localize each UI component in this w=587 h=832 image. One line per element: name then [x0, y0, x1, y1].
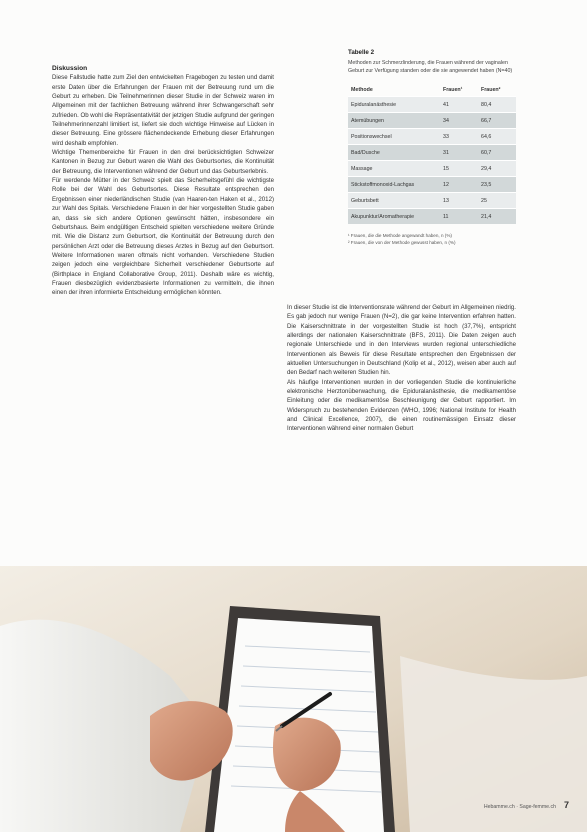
table-cell: 60,7 [478, 145, 516, 161]
table-cell: 34 [440, 113, 478, 129]
paragraph: Als häufige Interventionen wurden in der vorliegenden Studie die kontinuierliche elektronische Herztonüberwachung, die Epiduralanästhesie, die medikamentöse Einleitung oder die medikamentöse Beschleunigung der Geburt rapportiert. Im Widerspruch zu bestehenden Evidenzen (WHO, 1996; National Institute for Health and Clinical Excellence, 2007), die einen routinemässigen Einsatz dieser Interventionen während einer normalen Geburt [287, 378, 516, 433]
table-cell: Geburtsbett [348, 193, 440, 209]
table-cell: 66,7 [478, 113, 516, 129]
table-cell: 23,5 [478, 177, 516, 193]
table-label: Tabelle 2 [348, 49, 375, 56]
table-row [348, 161, 516, 177]
table-cell: 80,4 [478, 97, 516, 113]
table-row [348, 145, 516, 161]
table-cell: 11 [440, 209, 478, 225]
paragraph: Diese Fallstudie hatte zum Ziel den entwickelten Fragebogen zu testen und damit erste Daten über die Erfahrungen der Frauen mit der Betreuung rund um die Geburt zu erheben. Die Teilnehmerinnen dieser Studie in der Schweiz waren im Allgemeinen mit der fachlichen Betreuung während ihrer Schwangerschaft sehr zufrieden. Ob wohl die Repräsentativität der jetzigen Studie aufgrund der geringen Teilnehmerinnenzahl limitiert ist, liefert sie doch wichtige Hinweise auf Lücken in dieser Betreuung. Eine grössere flächendeckende Erhebung dieser Erfahrungen wird deshalb empfohlen. [52, 74, 274, 147]
column-header: Methode [351, 87, 373, 93]
table-cell: Massage [348, 161, 440, 177]
table-row [348, 193, 516, 209]
table-row [348, 209, 516, 225]
table-row [348, 97, 516, 113]
table-row [348, 177, 516, 193]
table-cell: 15 [440, 161, 478, 177]
table-cell: 12 [440, 177, 478, 193]
table-cell: Stickstoffmonoxid-Lachgas [348, 177, 440, 193]
table-note: ² Frauen, die von der Methode gewusst haben, n (%) [348, 240, 456, 245]
paragraph: Für werdende Mütter in der Schweiz spielt das Sicherheitsgefühl die wichtigste Rolle bei der Wahl des Geburtsortes. Diese Resultate entsprechen den Ergebnissen einer niederländischen Studie (van Haaren-ten Haken et al., 2012) zur Wahl des Spitals. Verschiedene Frauen in der hier vorgestellten Studie gaben an, dass sie sich andere Optionen gewünscht hätten, insbesondere ein Geburtshaus. Beim endgültigen Entscheid spielten verschiedene weitere Gründe mit. Wie die Distanz zum Geburtsort, die Kontinuität der Betreuung durch den persönlichen Arzt oder die Betreuung dieses Arztes in Bezug auf den Geburtsort. Weitere Informationen waren oftmals nicht vorhanden. Verschiedene Studien zeigen jedoch eine vergleichbare Sicherheit verschiedener Geburtsorte auf (Birthplace in England Collaborative Group, 2011). Deshalb wäre es wichtig, Frauen diesbezüglich evidenzbasierte Informationen zu vermitteln, die ihnen einen der ihren informierte Entscheidung ermöglichen könnten. [52, 177, 274, 297]
table-cell: Epiduralanästhesie [348, 97, 440, 113]
table-cell: 33 [440, 129, 478, 145]
page-footer [484, 800, 569, 810]
table-cell: 13 [440, 193, 478, 209]
table-block [348, 48, 516, 246]
table-row [348, 113, 516, 129]
table-header-row [348, 84, 516, 97]
table-cell: Positionswechsel [348, 129, 440, 145]
left-text-column [52, 64, 274, 298]
page-number: 7 [563, 800, 569, 810]
table-cell: 25 [478, 193, 516, 209]
section-heading: Diskussion [52, 65, 88, 72]
table-cell: Atemübungen [348, 113, 440, 129]
photo-illustration [0, 566, 587, 832]
publication-name: Hebamme.ch · Sage-femme.ch [483, 804, 556, 810]
photo-hands-writing-on-clipboard [0, 566, 587, 832]
table-cell: 21,4 [478, 209, 516, 225]
paragraph: Wichtige Themenbereiche für Frauen in den drei berücksichtigten Schweizer Kantonen in Bezug zur Geburt waren die Wahl des Geburtsortes, die Kontinuität der Betreuung, die Interventionen während der Geburt und das Geburtserlebnis. [52, 149, 274, 175]
table-cell: 29,4 [478, 161, 516, 177]
table-notes [348, 232, 516, 246]
paragraph: In dieser Studie ist die Interventionsrate während der Geburt im Allgemeinen niedrig. Es gab jedoch nur wenige Frauen (N=2), die gar keine Intervention erfahren hatten. Die Kaiserschnittrate in der vorgestellten Studie ist hoch (37,7%), entspricht allerdings der nationalen Kaiserschnittrate (BFS, 2011). Die Daten zeigen auch regionale Unterschiede und in den Interviews wurden regional unterschiedliche Interventionen als Beweis für diese Resultate entsprechen den Ergebnissen der aktuellen Untersuchungen in Deutschland (Kolip et al., 2012), weisen aber auch auf den Bedarf nach weiteren Studien hin. [287, 304, 516, 377]
table-cell: 64,6 [478, 129, 516, 145]
right-text-column [287, 303, 516, 434]
table-row [348, 129, 516, 145]
table-cell: Akupunktur/Aromatherapie [348, 209, 440, 225]
methods-table [348, 84, 516, 224]
column-header: Frauen² [481, 87, 501, 93]
table-cell: 41 [440, 97, 478, 113]
table-cell: Bad/Dusche [348, 145, 440, 161]
table-caption: Methoden zur Schmerzlinderung, die Frauen während der vaginalen Geburt zur Verfügung standen oder die sie angewendet haben (N=40) [348, 60, 513, 74]
table-note: ¹ Frauen, die die Methode angewandt haben, n (%) [348, 233, 452, 238]
column-header: Frauen¹ [443, 87, 463, 93]
table-cell: 31 [440, 145, 478, 161]
